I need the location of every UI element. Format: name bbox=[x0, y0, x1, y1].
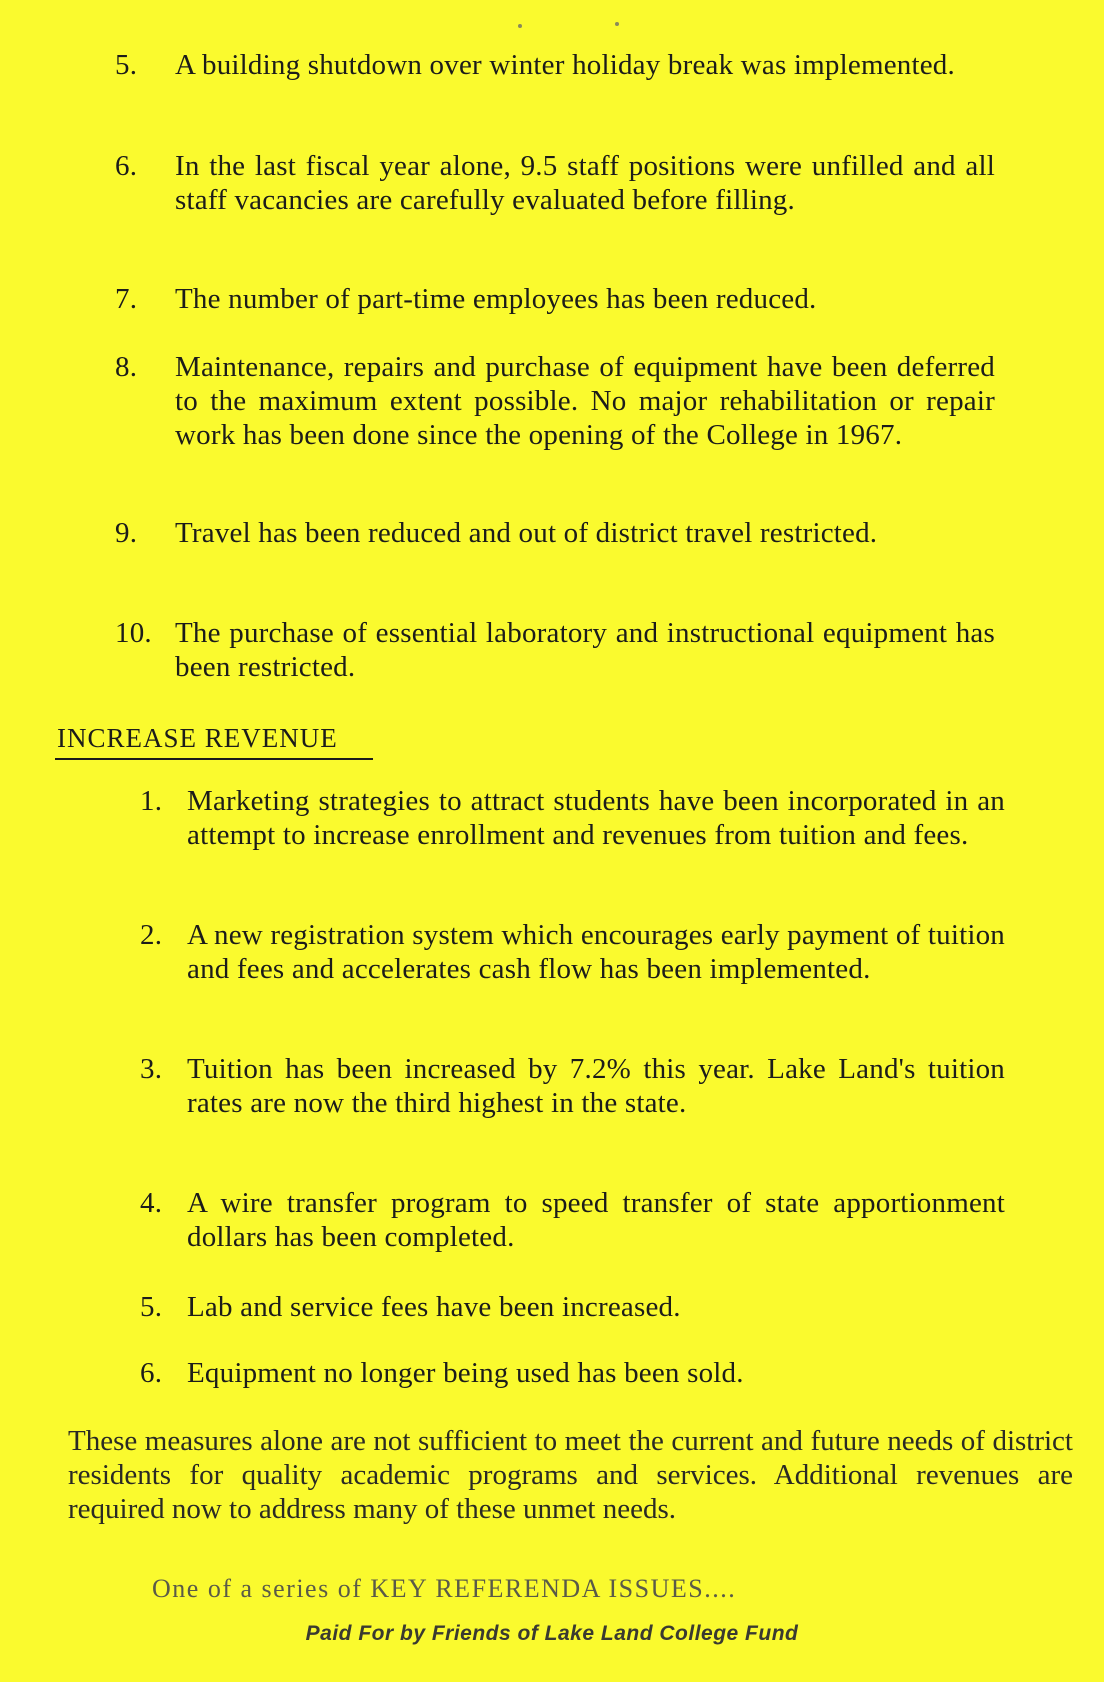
item-text: Equipment no longer being used has been sold. bbox=[187, 1357, 744, 1389]
list-item bbox=[140, 784, 1005, 852]
list-item bbox=[140, 918, 1005, 986]
list-item bbox=[140, 1290, 1005, 1324]
item-number: 5. bbox=[115, 49, 138, 81]
item-text: Tuition has been increased by 7.2% this year. Lake Land's tuition rates are now the third highest in the state. bbox=[187, 1053, 1005, 1119]
paper-speck bbox=[615, 22, 619, 26]
list-item bbox=[140, 1356, 1005, 1390]
item-number: 8. bbox=[115, 351, 138, 383]
series-line: One of a series of KEY REFERENDA ISSUES.... bbox=[152, 1574, 737, 1603]
item-text: In the last fiscal year alone, 9.5 staff positions were unfilled and all staff vacancies are carefully evaluated before filling. bbox=[175, 150, 995, 216]
item-number: 5. bbox=[140, 1291, 163, 1323]
item-text: A building shutdown over winter holiday break was implemented. bbox=[175, 49, 955, 81]
item-number: 7. bbox=[115, 283, 138, 315]
item-number: 10. bbox=[115, 617, 152, 649]
list-item bbox=[115, 149, 995, 217]
list-item bbox=[115, 616, 995, 684]
item-text: Travel has been reduced and out of district travel restricted. bbox=[175, 517, 878, 549]
list-item bbox=[115, 282, 995, 316]
paid-for-line: Paid For by Friends of Lake Land College Fund bbox=[305, 1622, 799, 1645]
item-number: 9. bbox=[115, 517, 138, 549]
list-item bbox=[115, 48, 995, 82]
item-number: 1. bbox=[140, 785, 163, 817]
item-text: Marketing strategies to attract students have been incorporated in an attempt to increase enrollment and revenues from tuition and fees. bbox=[187, 785, 1005, 851]
list-item bbox=[115, 516, 995, 550]
item-text: The purchase of essential laboratory and instructional equipment has been restricted. bbox=[175, 617, 995, 683]
item-text: Lab and service fees have been increased. bbox=[187, 1291, 681, 1323]
paper-speck bbox=[518, 24, 522, 28]
item-text: Maintenance, repairs and purchase of equipment have been deferred to the maximum extent possible. No major rehabilitation or repair work has been done since the opening of the College in 1967. bbox=[175, 351, 995, 451]
item-number: 3. bbox=[140, 1053, 163, 1085]
section-heading: INCREASE REVENUE bbox=[55, 722, 373, 760]
item-text: The number of part-time employees has been reduced. bbox=[175, 283, 817, 315]
item-number: 4. bbox=[140, 1187, 163, 1219]
list-item bbox=[140, 1052, 1005, 1120]
item-text: A wire transfer program to speed transfer of state apportionment dollars has been completed. bbox=[187, 1187, 1005, 1253]
closing-paragraph: These measures alone are not sufficient to meet the current and future needs of district residents for quality academic programs and services. Additional revenues are required now to address many of these unmet needs. bbox=[68, 1425, 1073, 1525]
item-number: 6. bbox=[140, 1357, 163, 1389]
item-number: 2. bbox=[140, 919, 163, 951]
item-text: A new registration system which encourages early payment of tuition and fees and accelerates cash flow has been implemented. bbox=[187, 919, 1005, 985]
item-number: 6. bbox=[115, 150, 138, 182]
list-item bbox=[140, 1186, 1005, 1254]
list-item bbox=[115, 350, 995, 452]
